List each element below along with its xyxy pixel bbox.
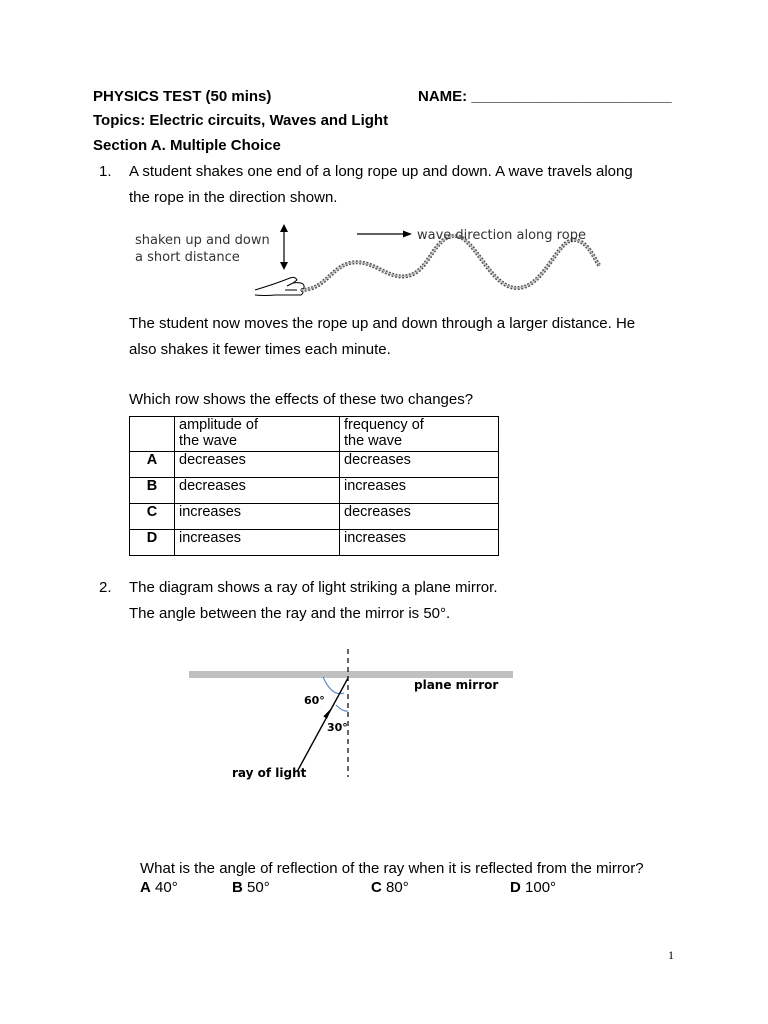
option-d xyxy=(510,879,556,897)
option-letter: D xyxy=(510,879,521,896)
option-value: 100° xyxy=(525,879,557,896)
name-field-label: NAME: ________________________ xyxy=(418,88,672,105)
question-1-text-line1: A student shakes one end of a long rope up and down. A wave travels along xyxy=(129,163,633,180)
up-down-arrow-icon xyxy=(280,224,288,270)
rope-wave-figure xyxy=(125,218,615,308)
plane-mirror xyxy=(189,671,513,678)
option-letter: C xyxy=(371,879,382,896)
row-frequency: increases xyxy=(340,478,499,504)
shake-label-line1: shaken up and down xyxy=(135,233,270,248)
mirror-figure xyxy=(180,645,525,790)
question-2-text-line1: The diagram shows a ray of light striking a plane mirror. xyxy=(129,579,498,596)
row-frequency: decreases xyxy=(340,504,499,530)
row-amplitude: decreases xyxy=(175,478,340,504)
hand-icon xyxy=(255,277,304,295)
question-1-text-line2: the rope in the direction shown. xyxy=(129,189,338,206)
table-row xyxy=(130,452,499,478)
page-number: 1 xyxy=(668,948,674,962)
option-value: 40° xyxy=(155,879,178,896)
ray-label: ray of light xyxy=(232,766,307,780)
shake-label-line2: a short distance xyxy=(135,250,240,265)
option-value: 50° xyxy=(247,879,270,896)
row-amplitude: increases xyxy=(175,530,340,556)
angle-arc-30 xyxy=(336,705,348,711)
question-2-text-line2: The angle between the ray and the mirror is 50°. xyxy=(129,605,451,622)
row-amplitude: decreases xyxy=(175,452,340,478)
question-1-number: 1. xyxy=(99,163,112,180)
row-frequency: increases xyxy=(340,530,499,556)
option-letter: B xyxy=(232,879,243,896)
direction-label: wave direction along rope xyxy=(417,228,586,243)
option-c xyxy=(371,879,409,897)
row-key: A xyxy=(130,452,175,478)
column-header-frequency: frequency of the wave xyxy=(340,417,499,452)
table-row xyxy=(130,530,499,556)
question-2-prompt: What is the angle of reflection of the ray when it is reflected from the mirror? xyxy=(140,860,644,877)
test-title: PHYSICS TEST (50 mins) xyxy=(93,88,272,105)
section-heading: Section A. Multiple Choice xyxy=(93,137,281,154)
right-arrow-icon xyxy=(357,231,412,238)
table-header-row xyxy=(130,417,499,452)
question-1-prompt: Which row shows the effects of these two changes? xyxy=(129,391,474,408)
option-letter: A xyxy=(140,879,151,896)
question-1-para-line1: The student now moves the rope up and down through a larger distance. He xyxy=(129,315,636,332)
rope-wave xyxy=(301,236,600,290)
row-key: B xyxy=(130,478,175,504)
column-header-amplitude: amplitude of the wave xyxy=(175,417,340,452)
row-frequency: decreases xyxy=(340,452,499,478)
table-corner-cell xyxy=(130,417,175,452)
topics-line: Topics: Electric circuits, Waves and Light xyxy=(93,112,389,129)
option-a xyxy=(140,879,178,897)
answer-table xyxy=(129,416,499,556)
angle-label-30: 30° xyxy=(327,721,348,734)
table-row xyxy=(130,478,499,504)
table-row xyxy=(130,504,499,530)
angle-label-60: 60° xyxy=(304,694,325,707)
option-b xyxy=(232,879,270,897)
question-2-number: 2. xyxy=(99,579,112,596)
row-amplitude: increases xyxy=(175,504,340,530)
question-1-para-line2: also shakes it fewer times each minute. xyxy=(129,341,391,358)
row-key: D xyxy=(130,530,175,556)
mirror-label: plane mirror xyxy=(414,678,499,692)
row-key: C xyxy=(130,504,175,530)
option-value: 80° xyxy=(386,879,409,896)
